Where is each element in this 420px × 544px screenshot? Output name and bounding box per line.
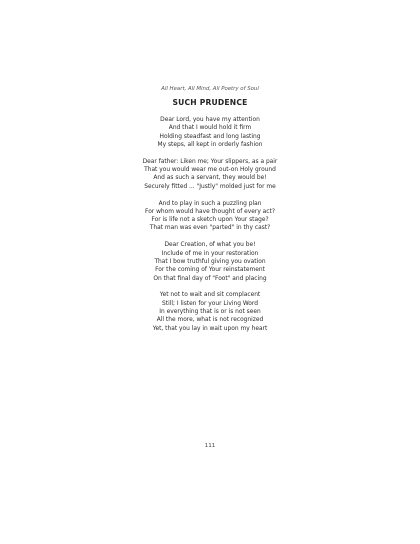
stanza bbox=[0, 291, 420, 332]
poem-line: My steps, all kept in orderly fashion bbox=[157, 141, 263, 148]
running-header: All Heart, All Mind, All Poetry of Soul bbox=[161, 86, 259, 92]
poem-line: Include of me in your restoration bbox=[161, 250, 259, 257]
stanza bbox=[0, 158, 420, 191]
poem-line: And that I would hold it firm bbox=[168, 125, 252, 132]
poem-line: Yet not to wait and sit complacent bbox=[159, 292, 261, 299]
poem-line: Dear Creation, of what you be! bbox=[164, 242, 256, 249]
stanza bbox=[0, 241, 420, 282]
poem-title: SUCH PRUDENCE bbox=[172, 98, 248, 107]
poem-line: Still; I listen for your Living Word bbox=[162, 300, 258, 307]
poem-line: In everything that is or is not seen bbox=[159, 309, 261, 316]
poem-line: That you would wear me out-on Holy ground bbox=[144, 167, 276, 174]
page-number: 111 bbox=[204, 443, 216, 449]
poem-line: Securely fitted ... "Justly" molded just for me bbox=[144, 183, 276, 190]
poem-line: Yet, that you lay in wait upon my heart bbox=[152, 325, 268, 332]
poem-line: On that final day of "Foot" and placing bbox=[153, 275, 267, 282]
poem-line: That man was even "parted" in thy cast? bbox=[149, 225, 271, 232]
poem-line: All the more, what is not recognized bbox=[156, 317, 264, 324]
poem-line: That I bow truthful giving you ovation bbox=[154, 258, 266, 265]
poem-line: Dear father: Liken me; Your slippers, as a pair bbox=[142, 158, 278, 165]
poem-body bbox=[0, 116, 420, 342]
poem-line: And to play in such a puzzling plan bbox=[158, 200, 262, 207]
poem-line: Dear Lord, you have my attention bbox=[160, 117, 260, 123]
poem-line: And as such a servant, they would be! bbox=[153, 175, 267, 182]
poem-line: Holding steadfast and long lasting bbox=[159, 133, 261, 140]
poem-line: For whom would have thought of every act? bbox=[145, 208, 275, 215]
poem-line: For is life not a sketch upon Your stage? bbox=[151, 217, 269, 224]
poem-line: For the coming of Your reinstatement bbox=[155, 267, 265, 274]
stanza bbox=[0, 116, 420, 149]
stanza bbox=[0, 200, 420, 233]
